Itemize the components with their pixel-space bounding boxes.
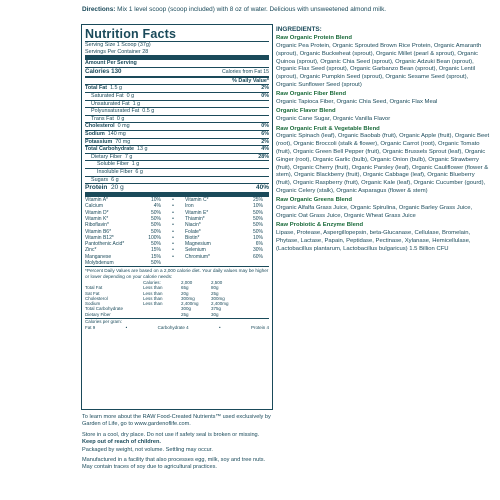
ingredient-sections <box>276 35 490 253</box>
ingredient-section-body: Organic Alfalfa Grass Juice, Organic Spirulina, Organic Barley Grass Juice, Organic Oat Grass Juice, Organic Wheat Grass Juice <box>276 205 473 219</box>
vitamin-dv: 30% <box>252 247 263 254</box>
vitamin-row <box>85 260 269 266</box>
nutrient-label-amount <box>91 101 140 108</box>
nutrient-label-amount <box>85 123 130 130</box>
bullet: • <box>172 234 174 241</box>
vitamin-dv: 50% <box>150 241 161 248</box>
keep-out-text: Keep out of reach of children. <box>82 439 161 446</box>
nutrient-amount: 6 g <box>111 176 119 183</box>
vitamin-dv: 60% <box>252 253 263 260</box>
nutrient-amount: 0 g <box>126 92 135 99</box>
ingredient-section-heading: Organic Flavor Blend <box>276 108 336 115</box>
dv-table-cell: Sodium <box>85 301 101 307</box>
protein-label: Protein <box>85 184 108 192</box>
daily-value-header <box>85 78 269 86</box>
nutrient-row <box>85 116 269 124</box>
vitamin-dv: 15% <box>150 247 161 254</box>
calories-row <box>85 68 269 78</box>
vitamin-name: Molybdenum <box>85 260 114 267</box>
vitamin-name: Riboflavin* <box>85 222 109 229</box>
nutrient-row <box>85 93 269 101</box>
dv-table-cell: 25g <box>181 311 189 317</box>
store-text: Store in a cool, dry place. Do not use if safety seal is broken or missing. <box>82 431 260 438</box>
vitamin-name: Vitamin K* <box>85 215 109 222</box>
dv-table-cell: 2,400mg <box>181 301 199 307</box>
vitamin-dv: 50% <box>252 222 263 229</box>
nutrient-amount: 70 mg <box>115 138 131 145</box>
vitamin-dv: 50% <box>252 215 263 222</box>
bullet: • <box>172 222 174 229</box>
vitamin-name: Folate* <box>185 228 201 235</box>
dv-table-cell: Cholesterol <box>85 295 108 301</box>
bullet: • <box>172 203 174 210</box>
nutrient-row <box>85 123 269 131</box>
nutrient-label-amount <box>97 161 139 168</box>
nutrient-dv: 0% <box>261 123 269 130</box>
ingredient-section-heading: Raw Organic Fiber Blend <box>276 91 347 98</box>
ingredient-section-body: Lipase, Protease, Aspergillopepsin, beta-Glucanase, Cellulase, Bromelain, Phytase, Lactase, Papain, Peptidase, Pectinase, Xylanase, Hemicellulase, (Lactobacillus plantarum, Lactobacillus bulgaricus) 1.5 Billion CFU <box>276 229 471 252</box>
nutrient-row <box>85 177 269 185</box>
serving-size: Serving Size 1 Scoop (37g) <box>85 42 151 48</box>
dv-table-cell: Less than <box>143 301 163 307</box>
cal-per-gram-fat: Fat 9 <box>85 324 96 330</box>
vitamin-dv: 50% <box>150 215 161 222</box>
nutrient-label-amount <box>97 169 143 176</box>
nutrient-dv: 4% <box>261 146 269 153</box>
cal-per-gram-protein: Protein 4 <box>250 324 269 330</box>
dv-table-cell: 80g <box>211 285 219 291</box>
dv-table-cell <box>143 312 181 317</box>
vitamin-name <box>185 260 241 266</box>
dv-table-cell: 25g <box>211 290 219 296</box>
nutrient-row <box>85 131 269 139</box>
nutrient-label-amount <box>91 154 132 161</box>
vitamin-dv: 50% <box>150 209 161 216</box>
nutrient-label-amount <box>91 116 124 123</box>
dv-table-cell: 2,500 <box>211 279 223 285</box>
vitamin-dv: 50% <box>252 209 263 216</box>
storage-text <box>82 432 274 454</box>
nutrient-row <box>85 169 269 177</box>
learn-more-text: To learn more about the RAW Food-Created Nutrients™ used exclusively by Garden of Life, go to www.gardenoflife.com. <box>82 414 271 428</box>
vitamin-dv: 50% <box>150 228 161 235</box>
vitamin-dv: 10% <box>150 197 161 204</box>
nutrient-amount: 13 g <box>137 146 148 153</box>
servings-per-container: Servings Per Container 28 <box>85 49 269 61</box>
nutrient-label-amount <box>91 108 154 115</box>
vitamin-name: Vitamin C* <box>185 197 209 204</box>
ingredient-section-heading: Raw Organic Protein Blend <box>276 35 352 42</box>
dv-table-cell: Sat Fat <box>85 290 100 296</box>
nutrient-label: Total Fat <box>85 85 108 92</box>
nutrient-row <box>85 146 269 154</box>
nutrient-label-amount <box>91 177 119 184</box>
nutrient-label: Insoluble Fiber <box>97 168 133 175</box>
ingredient-section-body: Organic Pea Protein, Organic Sprouted Brown Rice Protein, Organic Amaranth (sprout), Organic Buckwheat (sprout), Organic Millet (pearl & sprout), Organic Quinoa (sprout), Organic Chia Seed (sprout), Organic Adzuki Bean (sprout), Organic Flax Seed (sprout), Organic Garbanzo Bean (sprout), Organic Lentil (sprout), Organic Pumpkin Seed (sprout), Organic Sesame Seed (sprout), Organic Sunflower Seed (sprout) <box>276 43 482 89</box>
dv-table-cell: 300mg <box>181 295 195 301</box>
vitamin-dv: 50% <box>150 260 161 267</box>
vitamin-name: Chromium* <box>185 253 211 260</box>
ingredient-section-heading: Raw Organic Greens Blend <box>276 197 352 204</box>
directions-label: Directions: <box>82 6 116 13</box>
ingredient-section-heading: Raw Probiotic & Enzyme Blend <box>276 222 364 229</box>
vitamin-dv: 25% <box>252 197 263 204</box>
vitamin-name: Thiamin* <box>185 215 205 222</box>
vitamin-dv: 50% <box>150 222 161 229</box>
nutrient-amount: 6 g <box>135 168 143 175</box>
nutrient-row <box>85 108 269 116</box>
vitamin-dv: 6% <box>255 241 263 248</box>
dv-table-cell: 300mg <box>211 295 225 301</box>
packaged-text: Packaged by weight, not volume. Settling may occur. <box>82 446 213 453</box>
vitamin-name: Manganese <box>85 253 112 260</box>
dv-table-cell: 375g <box>211 306 222 312</box>
ingredients-title: INGREDIENTS: <box>276 26 322 33</box>
nutrient-label: Trans Fat <box>91 115 114 122</box>
nutrient-row <box>85 139 269 147</box>
cal-per-gram-carb: Carbohydrate 4 <box>157 324 189 330</box>
dv-table-cell: 300g <box>181 306 192 312</box>
nutrient-label-amount <box>85 131 126 138</box>
bullet: • <box>172 247 174 254</box>
nutrient-row <box>85 154 269 162</box>
nutrient-amount: 0 mg <box>117 123 130 130</box>
nutrient-label: Polyunsaturated Fat <box>91 108 140 115</box>
nutrient-row <box>85 101 269 109</box>
vitamin-name: Zinc* <box>85 247 97 254</box>
vitamin-name: Vitamin B6* <box>85 228 112 235</box>
vitamin-name: Iron <box>185 203 194 210</box>
nutrition-facts-panel <box>81 24 273 410</box>
dv-table-cell: Less than <box>143 285 163 291</box>
nutrient-dv: 2% <box>261 138 269 145</box>
bullet <box>161 260 185 266</box>
bullet: • <box>172 209 174 216</box>
nutrient-dv: 2% <box>261 85 269 92</box>
ingredient-section-body: Organic Cane Sugar, Organic Vanilla Flavor <box>276 116 391 123</box>
vitamin-dv: 50% <box>252 228 263 235</box>
vitamin-name: Magnesium <box>185 241 211 248</box>
directions-text <box>82 6 482 14</box>
dv-table-cell: 2,400mg <box>211 301 229 307</box>
dv-table-cell: Less than <box>143 290 163 296</box>
vitamin-table <box>85 197 269 267</box>
nutrient-dv: 6% <box>261 130 269 137</box>
nutrient-label-amount <box>91 93 134 100</box>
nutrition-facts-title: Nutrition Facts <box>85 27 269 42</box>
nutrient-amount: 0.5 g <box>142 108 155 115</box>
dv-table-cell: 20g <box>181 290 189 296</box>
nutrient-amount: 1.5 g <box>110 85 123 92</box>
dv-table-cell: 30g <box>211 311 219 317</box>
daily-value-header-text: % Daily Value* <box>232 77 269 84</box>
dv-table-cell: Dietary Fiber <box>85 311 111 317</box>
nutrient-label-amount <box>85 85 122 92</box>
nutrient-row <box>85 85 269 93</box>
cal-per-gram-bullet-1: • <box>125 324 128 330</box>
nutrient-dv: 0% <box>261 92 269 99</box>
directions-body: Mix 1 level scoop (scoop included) with 8 oz of water. Delicious with unsweetened almond milk. <box>117 6 387 13</box>
vitamin-name: Vitamin B12* <box>85 234 114 241</box>
nutrient-amount: 1 g <box>132 100 141 107</box>
nutrient-dv: 28% <box>258 153 269 160</box>
ingredient-section-body: Organic Tapioca Fiber, Organic Chia Seed, Organic Flax Meal <box>276 99 438 106</box>
nutrient-label: Soluble Fiber <box>97 161 129 168</box>
nutrient-label: Total Carbohydrate <box>85 146 135 153</box>
dv-table-cell: 65g <box>181 285 189 291</box>
nutrient-label: Potassium <box>85 138 113 145</box>
vitamin-dv: 4% <box>153 203 161 210</box>
amount-per-serving: Amount Per Serving <box>85 60 269 68</box>
dv-table-cell: 2,000 <box>181 279 193 285</box>
vitamin-name: Pantothenic Acid* <box>85 241 125 248</box>
vitamin-dv: 15% <box>150 253 161 260</box>
calories: Calories 130 <box>85 67 122 75</box>
nutrient-amount: 7 g <box>124 153 133 160</box>
daily-value-table <box>85 280 269 317</box>
vitamin-dv: 100% <box>148 234 161 241</box>
nutrient-label-amount <box>85 146 148 153</box>
vitamin-name: Calcium <box>85 203 104 210</box>
vitamin-name: Selenium <box>185 247 206 254</box>
bullet: • <box>172 215 174 222</box>
dv-table-cell: Total Carbohydrate <box>85 306 124 312</box>
vitamin-name: Vitamin E* <box>185 209 209 216</box>
vitamin-name: Biotin* <box>185 234 200 241</box>
nutrient-label: Sodium <box>85 130 105 137</box>
dv-table-cell: Less than <box>143 295 163 301</box>
nutrient-amount: 140 mg <box>107 130 126 137</box>
footnote: *Percent Daily Values are based on a 2,000 calorie diet. Your daily values may be higher or lower depending on your calorie needs: <box>85 268 269 280</box>
nutrient-label-amount <box>85 139 130 146</box>
nutrient-label: Sugars <box>91 176 109 183</box>
ingredient-section-heading: Raw Organic Fruit & Vegetable Blend <box>276 125 380 132</box>
calories-per-gram-label: Calories per gram: <box>85 319 123 325</box>
nutrient-amount: 1 g <box>131 161 140 168</box>
vitamin-dv <box>241 260 263 266</box>
package-info <box>82 414 274 475</box>
protein-row <box>85 184 269 197</box>
manufactured-text: Manufactured in a facility that also processes egg, milk, soy and tree nuts. May contain traces of soy due to agricultural practices. <box>82 457 266 471</box>
dv-table-cell: Total Fat <box>85 285 103 291</box>
protein-amount: 20 g <box>111 184 124 192</box>
calories-per-gram-row <box>85 325 269 331</box>
bullet: • <box>172 197 174 204</box>
nutrient-label: Unsaturated Fat <box>91 100 130 107</box>
dv-table-cell: Calories: <box>143 279 161 285</box>
bullet: • <box>172 241 174 248</box>
bullet: • <box>172 228 174 235</box>
nutrient-row <box>85 161 269 169</box>
vitamin-name: Vitamin A* <box>85 197 108 204</box>
protein-dv: 40% <box>255 184 269 192</box>
bullet: • <box>172 253 174 260</box>
ingredient-section-body: Organic Spinach (leaf), Organic Baobab (fruit), Organic Apple (fruit), Organic Beet (root), Organic Broccoli (stalk & flower), Organic Carrot (root), Organic Tomato (fruit), Organic Green Bell Pepper (fruit), Organic Brussels Sprout (leaf), Organic Ginger (root), Organic Garlic (bulb), Organic Onion (bulb), Organic Strawberry (fruit), Organic Cherry (fruit), Organic Parsley (leaf), Organic Cauliflower (flower & stem), Organic Blackberry (fruit), Organic Cabbage (leaf), Organic Blueberry (fruit), Organic Raspberry (fruit), Organic Kale (leaf), Organic Cucumber (gourd), Organic Celery (stalk), Organic Asparagus (flower & stem) <box>276 133 490 194</box>
nutrient-rows <box>85 85 269 184</box>
cal-per-gram-bullet-2: • <box>219 324 221 330</box>
nutrient-label: Dietary Fiber <box>91 153 122 160</box>
calories-from-fat: Calories from Fat 15 <box>222 68 269 75</box>
nutrient-label: Saturated Fat <box>91 92 124 99</box>
nutrient-label: Cholesterol <box>85 123 115 130</box>
vitamin-dv: 10% <box>252 234 263 241</box>
nutrient-amount: 0 g <box>116 115 125 122</box>
vitamin-dv: 10% <box>252 203 263 210</box>
vitamin-name: Niacin* <box>185 222 201 229</box>
vitamin-name: Vitamin D* <box>85 209 109 216</box>
ingredients-panel <box>276 26 490 253</box>
